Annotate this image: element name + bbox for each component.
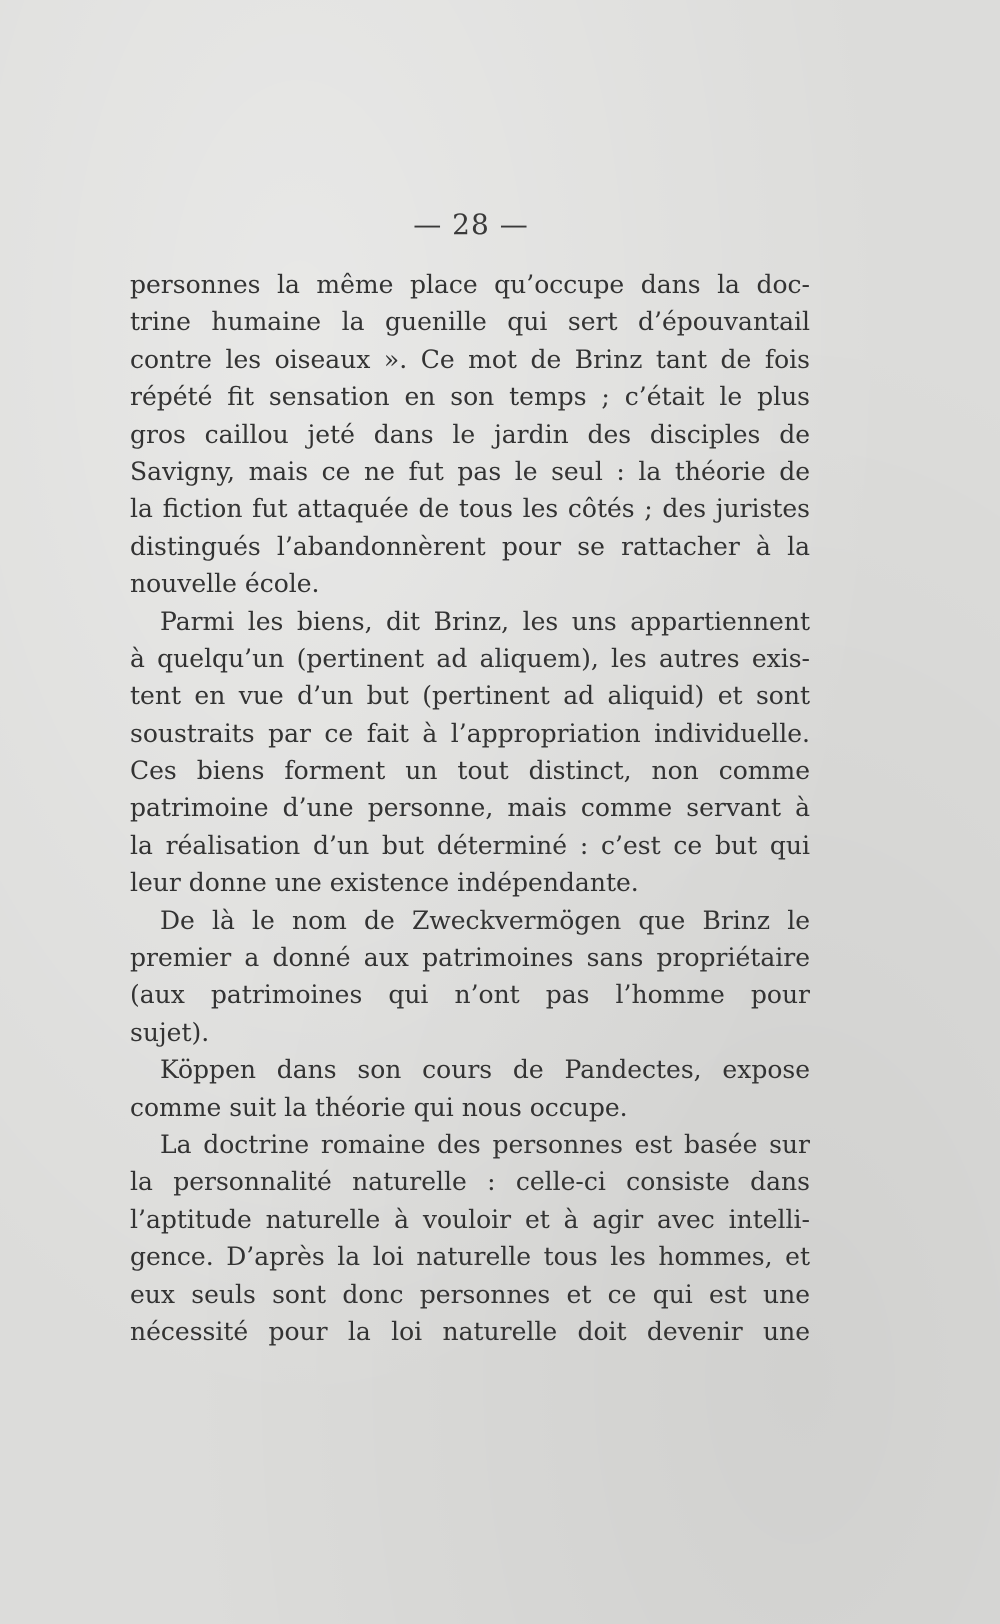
text-line: gence. D’après la loi naturelle tous les hommes, et xyxy=(130,1242,810,1272)
text-line: Savigny, mais ce ne fut pas le seul : la théorie de xyxy=(130,456,810,486)
text-line: à quelqu’un (pertinent ad aliquem), les autres exis- xyxy=(130,643,810,673)
text-line: patrimoine d’une personne, mais comme servant à xyxy=(130,793,810,823)
text-line: eux seuls sont donc personnes et ce qui est une xyxy=(130,1279,810,1309)
text-line: leur donne une existence indépendante. xyxy=(130,868,639,898)
text-line: Parmi les biens, dit Brinz, les uns appartiennent xyxy=(160,606,810,636)
text-line: soustraits par ce fait à l’appropriation individuelle. xyxy=(130,718,810,748)
text-line: tent en vue d’un but (pertinent ad aliquid) et sont xyxy=(130,681,810,711)
text-line: la fiction fut attaquée de tous les côtés ; des juristes xyxy=(130,494,810,524)
text-line: Köppen dans son cours de Pandectes, expose xyxy=(160,1055,810,1085)
text-line: La doctrine romaine des personnes est basée sur xyxy=(160,1129,810,1159)
text-line: la réalisation d’un but déterminé : c’est ce but qui xyxy=(130,830,810,860)
text-line: De là le nom de Zweckvermögen que Brinz le xyxy=(160,905,810,935)
text-line: Ces biens forment un tout distinct, non comme xyxy=(130,756,810,786)
text-line: répété fit sensation en son temps ; c’était le plus xyxy=(130,382,810,412)
text-line: l’aptitude naturelle à vouloir et à agir avec intelli- xyxy=(130,1204,810,1234)
paragraph xyxy=(130,603,810,902)
text-line: personnes la même place qu’occupe dans la doc- xyxy=(130,270,810,299)
paragraph xyxy=(130,1126,810,1350)
body-text xyxy=(130,266,810,1350)
text-line: (aux patrimoines qui n’ont pas l’homme pour xyxy=(130,980,810,1010)
text-line: distingués l’abandonnèrent pour se rattacher à la xyxy=(130,531,810,561)
text-line: trine humaine la guenille qui sert d’épouvantail xyxy=(130,307,810,337)
page-number: — 28 — xyxy=(413,208,529,241)
text-line: la personnalité naturelle : celle-ci consiste dans xyxy=(130,1167,810,1197)
text-line: nouvelle école. xyxy=(130,569,320,599)
text-line: nécessité pour la loi naturelle doit devenir une xyxy=(130,1316,810,1346)
paragraph xyxy=(130,902,810,1052)
text-line: gros caillou jeté dans le jardin des disciples de xyxy=(130,419,810,449)
text-line: contre les oiseaux ». Ce mot de Brinz tant de fois xyxy=(130,344,810,374)
text-line: premier a donné aux patrimoines sans propriétaire xyxy=(130,943,810,973)
text-line: comme suit la théorie qui nous occupe. xyxy=(130,1092,628,1122)
paragraph xyxy=(130,1051,810,1126)
paragraph xyxy=(130,266,810,603)
text-line: sujet). xyxy=(130,1017,210,1047)
